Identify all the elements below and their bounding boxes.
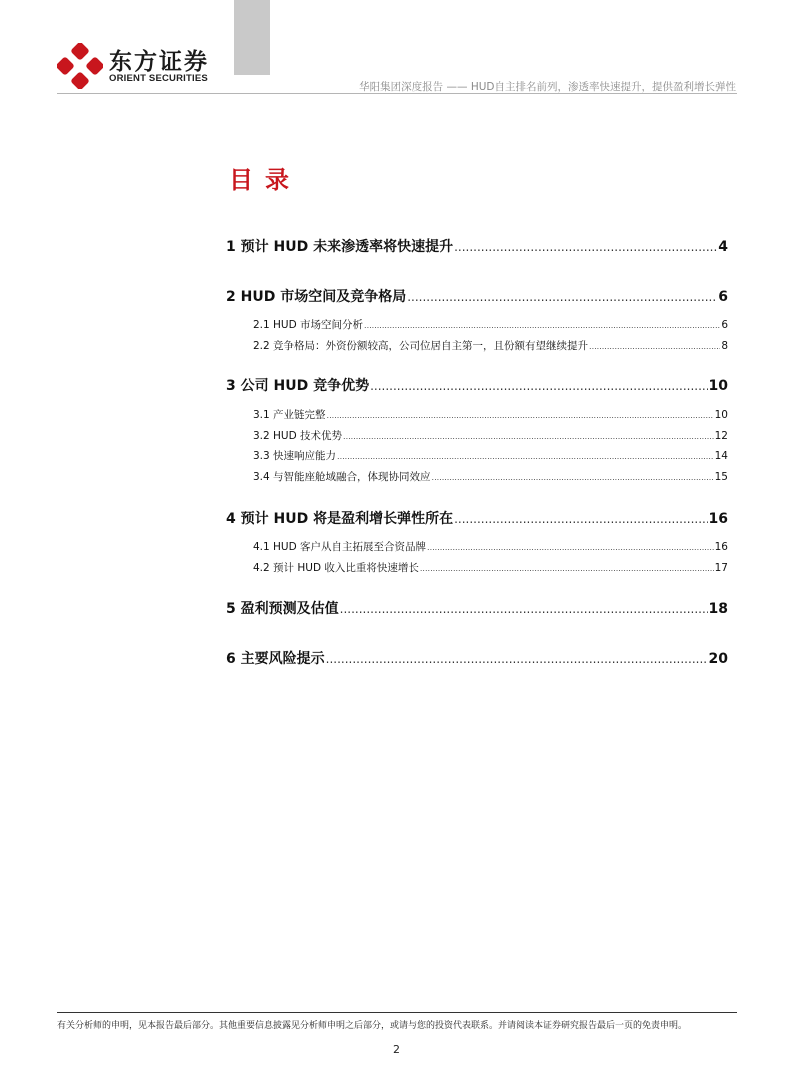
toc-entry-page: 10 [714,409,728,421]
orient-securities-logo-icon [57,43,103,89]
footer-disclaimer: 有关分析师的申明，见本报告最后部分。其他重要信息披露见分析师申明之后部分，或请与您的投资代表联系。并请阅读本证券研究报告最后一页的免责申明。 [57,1021,688,1031]
toc-entry-label: 3.4 与智能座舱域融合，体现协同效应 [253,471,431,483]
toc-entry-page: 6 [721,319,728,331]
toc-entry-page: 6 [718,289,728,305]
toc-entry-label: 2.2 竞争格局：外资份额较高，公司位居自主第一，且份额有望继续提升 [253,340,589,352]
toc-entry-page: 16 [708,511,728,527]
toc-leader-dots [364,321,720,330]
toc-entry-label: 2 HUD 市场空间及竞争格局 [226,289,407,305]
brand-name-en: ORIENT SECURITIES [109,73,208,84]
toc-leader-dots [407,290,717,304]
toc-leader-dots [454,512,707,526]
brand-name-cn: 东方证券 [109,49,209,75]
toc-entry[interactable] [226,508,728,528]
toc-entry-page: 20 [708,651,728,667]
toc-leader-dots [343,432,714,441]
toc-entry[interactable] [253,317,728,332]
toc-title: 目录 [229,166,301,194]
toc-leader-dots [432,473,714,482]
toc-entry-page: 16 [714,541,728,553]
toc-leader-dots [420,564,714,573]
toc-entry[interactable] [253,469,728,484]
toc-entry-page: 8 [721,340,728,352]
toc-entry[interactable] [253,428,728,443]
toc-entry[interactable] [253,338,728,353]
report-title: 华阳集团深度报告 —— HUD自主排名前列，渗透率快速提升，提供盈利增长弹性 [359,81,736,93]
toc-leader-dots [337,452,714,461]
header-gray-tab [234,0,270,75]
toc-entry-label: 4 预计 HUD 将是盈利增长弹性所在 [226,511,454,527]
header-divider [57,93,737,94]
toc-entry-label: 4.1 HUD 客户从自主拓展至合资品牌 [253,541,427,553]
toc-entry[interactable] [226,648,728,668]
toc-leader-dots [340,602,708,616]
toc-entry-label: 3.2 HUD 技术优势 [253,430,343,442]
toc-entry-page: 15 [714,471,728,483]
toc-leader-dots [589,342,720,351]
toc-entry[interactable] [253,448,728,463]
toc-entry-page: 4 [718,239,728,255]
toc-entry[interactable] [253,539,728,554]
toc-entry-page: 12 [714,430,728,442]
toc-leader-dots [370,379,707,393]
toc-leader-dots [427,543,714,552]
toc-entry-page: 18 [708,601,728,617]
toc-leader-dots [454,240,717,254]
toc-entry[interactable] [253,560,728,575]
toc-entry-page: 14 [714,450,728,462]
toc-leader-dots [327,411,714,420]
toc-entry-page: 10 [708,378,728,394]
toc-entry[interactable] [253,407,728,422]
toc-leader-dots [326,652,708,666]
page-number: 2 [393,1043,400,1056]
toc-entry[interactable] [226,286,728,306]
toc-entry[interactable] [226,598,728,618]
toc-entry-label: 2.1 HUD 市场空间分析 [253,319,364,331]
toc-entry-page: 17 [714,562,728,574]
toc-entry-label: 3.1 产业链完整 [253,409,326,421]
toc-entry-label: 5 盈利预测及估值 [226,601,339,617]
toc-entry-label: 1 预计 HUD 未来渗透率将快速提升 [226,239,454,255]
toc-entry[interactable] [226,375,728,395]
toc-entry-label: 6 主要风险提示 [226,651,325,667]
toc-entry-label: 3.3 快速响应能力 [253,450,337,462]
footer-divider [57,1012,737,1013]
toc-entry[interactable] [226,236,728,256]
toc-entry-label: 3 公司 HUD 竞争优势 [226,378,370,394]
toc-entry-label: 4.2 预计 HUD 收入比重将快速增长 [253,562,419,574]
